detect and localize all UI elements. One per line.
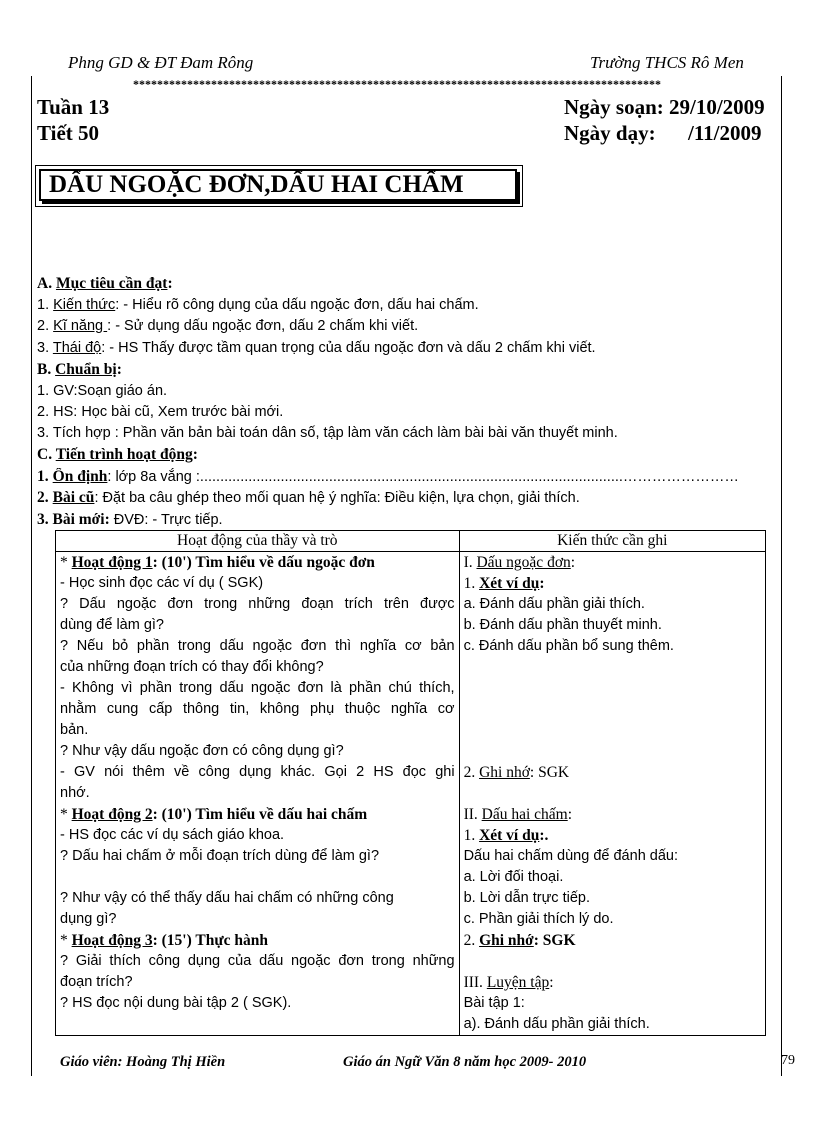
prep-integration: 3. Tích hợp : Phần văn bản bài toán dân số, tập làm văn cách làm bài bài văn thuyết minh.: [37, 425, 618, 441]
header-school-name: Trường THCS Rô Men: [590, 53, 744, 72]
left-line: ? Giải thích công dụng của dấu ngoặc đơn trong những: [60, 953, 455, 969]
header-school-office: Phng GD & ĐT Đam Rông: [68, 53, 254, 72]
right-line: a. Lời đối thoại.: [463, 869, 564, 885]
right-line: I. Dấu ngoặc đơn:: [463, 554, 576, 571]
left-line: ? Nếu bỏ phần trong dấu ngoặc đơn thì nghĩa cơ bản: [60, 638, 455, 654]
page-right-rule: [781, 76, 782, 1076]
left-line: * Hoạt động 3: (15') Thực hành: [60, 932, 268, 949]
right-line: b. Đánh dấu phần thuyết minh.: [463, 617, 662, 633]
right-line: a). Đánh dấu phần giải thích.: [463, 1016, 650, 1032]
right-line: [464, 678, 761, 699]
prep-student: 2. HS: Học bài cũ, Xem trước bài mới.: [37, 404, 284, 420]
col-header-activities: Hoạt động của thầy và trò: [56, 531, 460, 552]
lesson-activity-table: [55, 530, 766, 1036]
right-line: II. Dấu hai chấm:: [463, 806, 573, 823]
right-line: [464, 741, 761, 762]
period-label: Tiết 50: [37, 121, 100, 145]
teach-date-value: /11/2009: [688, 121, 762, 145]
left-line: đoạn trích?: [60, 974, 133, 990]
prep-date: Ngày soạn: 29/10/2009: [564, 95, 765, 119]
left-line: ? Dấu hai chấm ở mỗi đoạn trích dùng để làm gì?: [60, 848, 380, 864]
left-line: * Hoạt động 2: (10') Tìm hiểu về dấu hai chấm: [60, 806, 368, 823]
objective-attitude: 3. Thái độ: - HS Thấy được tầm quan trọng của dấu ngoặc đơn và dấu 2 chấm khi viết.: [37, 340, 596, 356]
right-line: [464, 951, 761, 972]
step-review: 2. Bài cũ: Đặt ba câu ghép theo mối quan hệ ý nghĩa: Điều kiện, lựa chọn, giải thích.: [37, 489, 580, 506]
left-line: ? Như vậy có thể thấy dấu hai chấm có những công: [60, 890, 394, 906]
right-line: [464, 699, 761, 720]
left-line: - Không vì phần trong dấu ngoặc đơn là phần chú thích,: [60, 680, 455, 696]
left-line: * Hoạt động 1: (10') Tìm hiểu về dấu ngoặc đơn: [60, 554, 375, 571]
right-line: a. Đánh dấu phần giải thích.: [463, 596, 645, 612]
page-number: 79: [781, 1053, 795, 1068]
table-row: [56, 552, 766, 1036]
right-line: c. Phần giải thích lý do.: [463, 911, 614, 927]
title-frame: [39, 169, 517, 201]
step-stabilize: 1. Ổn định: lớp 8a vắng :.........................................................................................................……………………: [37, 468, 739, 485]
left-line: bản.: [60, 722, 89, 738]
right-line: 1. Xét ví dụ:: [463, 575, 545, 592]
left-line: - HS đọc các ví dụ sách giáo khoa.: [60, 827, 285, 843]
section-c-heading: C. Tiến trình hoạt động:: [37, 446, 198, 463]
left-line: ? Dấu ngoặc đơn trong những đoạn trích trên được: [60, 596, 455, 612]
left-line: - GV nói thêm về công dụng khác. Gọi 2 HS đọc ghi: [60, 764, 455, 780]
knowledge-cell: [459, 552, 765, 1036]
right-line: Bài tập 1:: [463, 995, 525, 1011]
section-a-heading: A. Mục tiêu cần đạt:: [37, 275, 173, 292]
right-line: [464, 720, 761, 741]
title-box: [35, 165, 523, 207]
step-new-lesson: 3. Bài mới: ĐVĐ: - Trực tiếp.: [37, 511, 223, 528]
right-line: b. Lời dẫn trực tiếp.: [463, 890, 590, 906]
section-b-heading: B. Chuẩn bị:: [37, 361, 122, 378]
table-header-row: [56, 531, 766, 552]
left-line: ? HS đọc nội dung bài tập 2 ( SGK).: [60, 995, 292, 1011]
right-line: 2. Ghi nhớ: SGK: [463, 932, 576, 949]
right-line: III. Luyện tập:: [463, 974, 554, 991]
right-line: 1. Xét ví dụ:.: [463, 827, 549, 844]
page-left-rule: [31, 76, 32, 1076]
left-line: - Học sinh đọc các ví dụ ( SGK): [60, 575, 264, 591]
right-line: Dấu hai chấm dùng để đánh dấu:: [463, 848, 679, 864]
prep-teacher: 1. GV:Soạn giáo án.: [37, 383, 168, 399]
left-line: ? Như vậy dấu ngoặc đơn có công dụng gì?: [60, 743, 344, 759]
footer-course: Giáo án Ngữ Văn 8 năm học 2009- 2010: [343, 1054, 587, 1070]
objective-skill: 2. Kĩ năng : - Sử dụng dấu ngoặc đơn, dấu 2 chấm khi viết.: [37, 318, 419, 334]
week-label: Tuần 13: [37, 95, 110, 119]
footer-teacher: Giáo viên: Hoàng Thị Hiền: [60, 1054, 226, 1070]
right-line: c. Đánh dấu phần bổ sung thêm.: [463, 638, 674, 654]
lesson-title: DẤU NGOẶC ĐƠN,DẤU HAI CHẤM: [49, 171, 464, 198]
teach-date-label: Ngày dạy:: [564, 121, 656, 145]
right-line: [464, 783, 761, 804]
left-line: nhằm cung cấp thông tin, không phụ thuộc nghĩa cơ: [60, 701, 455, 717]
activities-cell: [56, 552, 460, 1036]
left-line: dùng để làm gì?: [60, 617, 164, 633]
right-line: [464, 657, 761, 678]
col-header-knowledge: Kiến thức cần ghi: [459, 531, 765, 552]
header-star-divider: ****************************************************************************************: [133, 77, 661, 91]
left-line: [60, 867, 455, 888]
left-line: dụng gì?: [60, 911, 117, 927]
left-line: của những đoạn trích có thay đổi không?: [60, 659, 324, 675]
left-line: nhớ.: [60, 785, 90, 801]
objective-knowledge: 1. Kiến thức: - Hiểu rõ công dụng của dấu ngoặc đơn, dấu hai chấm.: [37, 297, 479, 313]
right-line: 2. Ghi nhớ: SGK: [463, 764, 570, 781]
